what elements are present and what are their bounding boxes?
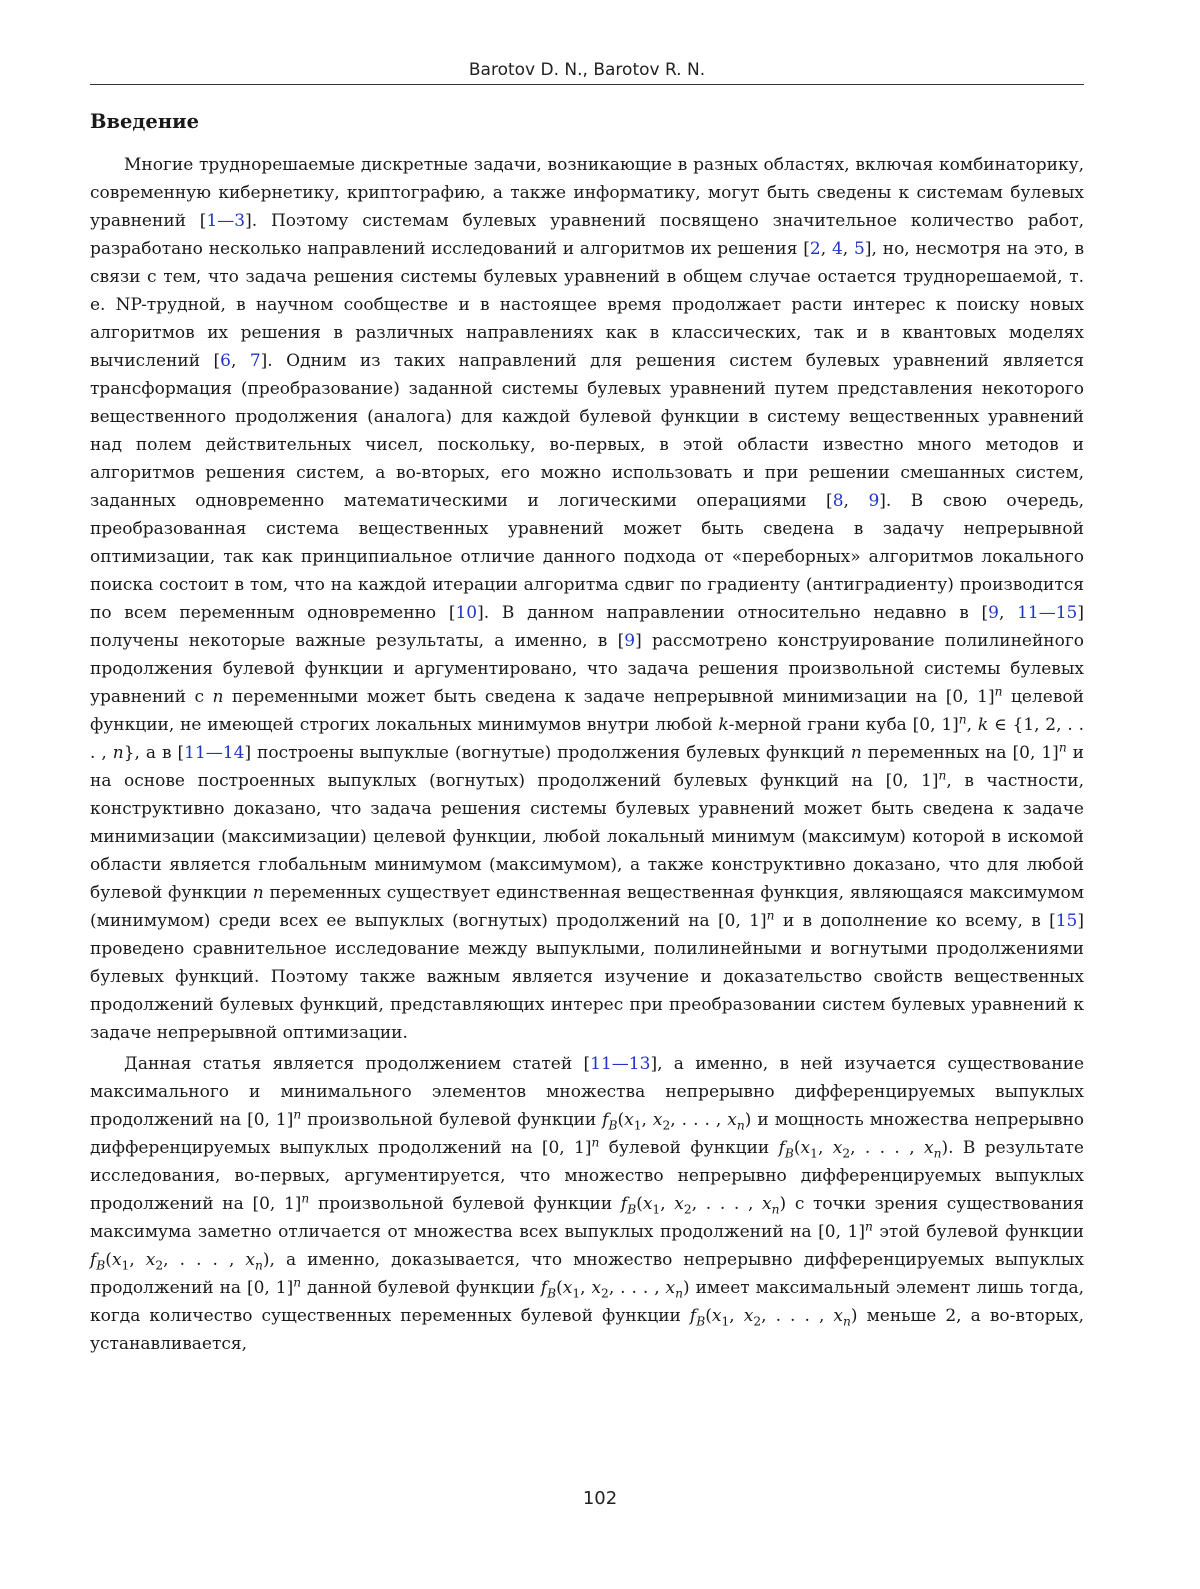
math-symbol: k [977,715,989,735]
math-symbol: x [833,1306,843,1326]
text-run: 1 [121,1258,130,1273]
math-symbol: x [665,1278,676,1298]
text-run: ). В результате исследования, во-первых, аргументируется, что множество непрерывно дифференцируемых выпуклых продолжений на [0, 1] [90,1138,1084,1214]
text-run: ] построены выпуклые (вогнутые) продолжения булевых функций [244,743,851,763]
math-symbol: f [540,1278,548,1298]
text-run: целевой функции, не имеющей строгих локальных минимумов внутри любой [90,687,1084,735]
text-run: , . . . , [761,1306,834,1326]
math-symbol: x [111,1250,122,1270]
text-run: ∈ {1, 2, . . . , [90,715,1084,763]
text-run: этой булевой функции [872,1222,1085,1242]
text-run: , [580,1278,592,1298]
text-run: Данная статья является продолжением статей [ [124,1054,591,1074]
math-symbol: x [832,1138,843,1158]
math-symbol: n [933,1146,942,1161]
citation-link[interactable]: 11—15 [1017,603,1078,623]
math-symbol: n [255,1258,263,1273]
math-symbol: n [864,1219,873,1234]
text-run: ], но, несмотря на это, в связи с тем, что задача решения системы булевых уравнений в общем случае остается труднорешаемой, т. е. NP-трудной, в научном сообществе и в настоящее время продолжает расти интерес к поиску новых алгоритмов их решения в различных направлениях как в классических, так и в квантовых моделях вычислений [ [90,239,1085,371]
math-symbol: n [1058,740,1067,755]
math-symbol: B [96,1258,106,1273]
math-symbol: f [689,1306,697,1326]
text-run: переменными может быть сведена к задаче непрерывной минимизации на [0, 1] [223,687,995,707]
math-symbol: n [591,1135,600,1150]
running-header-authors: Barotov D. N., Barotov R. N. [468,60,706,80]
math-symbol: n [212,687,224,707]
text-run: , [729,1306,744,1326]
text-run: 2 [842,1146,851,1161]
text-run: ( [556,1278,563,1298]
header-rule [90,84,1084,85]
math-symbol: x [762,1194,772,1214]
text-run: переменных существует единственная вещественная функция, являющаяся максимумом (минимумом) среди всех ее выпуклых (вогнутых) продолжений на [0, 1] [90,883,1084,931]
math-symbol: B [627,1202,637,1217]
math-symbol: n [301,1191,310,1206]
citation-link[interactable]: 1—3 [206,211,246,231]
math-symbol: n [112,743,124,763]
text-run: }, а в [ [123,743,185,763]
text-run: , [843,491,869,511]
math-symbol: x [800,1138,811,1158]
text-run: 2 [601,1286,609,1301]
text-run: , [966,715,978,735]
math-symbol: k [718,715,729,735]
math-symbol: n [293,1275,302,1290]
citation-link[interactable]: 15 [1055,911,1078,931]
text-run: , . . . , [670,1110,728,1130]
text-run: ], а именно, в ней изучается существование максимального и минимального элементов множества непрерывно дифференцируемых выпуклых продолжений на [0, 1] [90,1054,1084,1130]
math-symbol: n [293,1107,302,1122]
math-symbol: n [771,1202,780,1217]
math-symbol: B [696,1314,706,1329]
text-run: 1 [652,1202,661,1217]
math-symbol: B [608,1118,618,1133]
math-symbol: n [938,768,947,783]
text-run: , . . . , [608,1278,666,1298]
section-title: Введение [90,110,199,133]
math-symbol: x [743,1306,754,1326]
math-symbol: n [766,908,775,923]
citation-link[interactable]: 11—13 [590,1054,651,1074]
text-run: ]. Одним из таких направлений для решения систем булевых уравнений является трансформация (преобразование) заданной системы булевых уравнений путем представления некоторого вещественного продолжения (аналога) для каждой булевой функции в систему вещественных уравнений над полем действительных чисел, поскольку, во-первых, в этой области известно много методов и алгоритмов решения систем, а во-вторых, его можно использовать и при решении смешанных систем, заданных одновременно математическими и логическими операциями [ [90,351,1084,511]
text-run: 2 [683,1202,692,1217]
citation-link[interactable]: 4 [831,239,843,259]
text-run: 2 [753,1314,762,1329]
text-run: ]. В данном направлении относительно недавно в [ [477,603,989,623]
text-run: ] рассмотрено конструирование полилинейного продолжения булевой функции и аргументировано, что задача решения произвольной системы булевых уравнений с [90,631,1085,707]
math-symbol: x [674,1194,684,1214]
citation-link[interactable]: 9 [988,603,999,623]
math-symbol: x [727,1110,737,1130]
text-run: ( [105,1250,112,1270]
math-symbol: x [711,1306,722,1326]
text-run: ) меньше 2, а во-вторых, устанавливается, [90,1306,1084,1354]
math-symbol: n [994,684,1003,699]
text-run: Многие труднорешаемые дискретные задачи, возникающие в разных областях, включая комбинаторику, современную кибернетику, криптографию, а также информатику, могут быть сведены к системам булевых уравнений [ [90,155,1084,231]
text-run: , [230,351,250,371]
text-run: ]. Поэтому системам булевых уравнений посвящено значительное количество работ, разработано несколько направлений исследований и алгоритмов их решения [ [90,211,1084,259]
math-symbol: n [850,743,862,763]
math-symbol: x [923,1138,934,1158]
math-symbol: x [591,1278,602,1298]
math-symbol: x [562,1278,573,1298]
citation-link[interactable]: 10 [455,603,478,623]
math-symbol: x [652,1110,663,1130]
math-symbol: f [620,1194,628,1214]
text-run: ( [636,1194,643,1214]
text-run: -мерной грани куба [0, 1] [728,715,959,735]
text-run: , в частности, конструктивно доказано, что задача решения системы булевых уравнений может быть сведена к задаче минимизации (максимизации) целевой функции, любой локальный минимум (максимум) которой в искомой области является глобальным минимумом (максимумом), а также конструктивно доказано, что для любой булевой функции [90,771,1085,903]
math-symbol: f [602,1110,609,1130]
citation-link[interactable]: 8 [832,491,844,511]
text-run: ]. В свою очередь, преобразованная система вещественных уравнений может быть сведена в задачу непрерывной оптимизации, так как принципиальное отличие данного подхода от «переборных» алгоритмов локального поиска состоит в том, что на каждой итерации алгоритма сдвиг по градиенту (антиградиенту) производится по всем переменным одновременно [ [90,491,1084,623]
text-run: 1 [721,1314,730,1329]
math-symbol: B [547,1286,557,1301]
citation-link[interactable]: 11—14 [184,743,245,763]
text-run: ( [793,1138,801,1158]
text-run: , [842,239,855,259]
text-run: ) имеет максимальный элемент лишь тогда, когда количество существенных переменных булевой функции [90,1278,1084,1326]
text-run: булевой функции [599,1138,779,1158]
text-run: 1 [633,1118,642,1133]
citation-link[interactable]: 9 [868,491,880,511]
text-run: произвольной булевой функции [309,1194,621,1214]
text-run: , . . . , [163,1250,246,1270]
citation-link[interactable]: 6 [220,351,231,371]
text-run: 1 [810,1146,818,1161]
math-symbol: B [784,1146,794,1161]
text-run: , [817,1138,833,1158]
text-run: 2 [155,1258,164,1273]
text-run: , [641,1110,653,1130]
math-symbol: x [624,1110,634,1130]
citation-link[interactable]: 9 [624,631,636,651]
math-symbol: n [252,883,264,903]
text-run: и на основе построенных выпуклых (вогнутых) продолжений булевых функций на [0, 1] [90,743,1085,791]
text-run: , . . . , [850,1138,924,1158]
math-symbol: n [843,1314,851,1329]
text-run: произвольной булевой функции [301,1110,603,1130]
math-symbol: n [736,1118,745,1133]
text-run: ] проведено сравнительное исследование между выпуклыми, полилинейными и вогнутыми продолжениями булевых функций. Поэтому также важным является изучение и доказательство свойств вещественных продолжений булевых функций, представляющих интерес при преобразовании систем булевых уравнений к задаче непрерывной оптимизации. [90,911,1084,1043]
body-text [90,151,1084,1358]
text-run: ] получены некоторые важные результаты, а именно, в [ [90,603,1085,651]
math-symbol: n [958,712,967,727]
math-symbol: n [675,1286,684,1301]
text-run: ( [705,1306,712,1326]
body-paragraph [90,1050,1084,1358]
text-run: , [998,603,1018,623]
text-run: 2 [662,1118,671,1133]
text-run: , [129,1250,146,1270]
text-run: данной булевой функции [301,1278,541,1298]
citation-link[interactable]: 7 [249,351,261,371]
page-number: 102 [582,1488,618,1509]
text-run: ) с точки зрения существования максимума заметно отличается от множества всех выпуклых продолжений на [0, 1] [90,1194,1085,1242]
math-symbol: x [145,1250,156,1270]
math-symbol: f [778,1138,785,1158]
math-symbol: x [245,1250,256,1270]
text-run: ( [617,1110,625,1130]
text-run: , [820,239,832,259]
text-run: ) и мощность множества непрерывно дифференцируемых выпуклых продолжений на [0, 1] [90,1110,1085,1158]
text-run: ), а именно, доказывается, что множество непрерывно дифференцируемых выпуклых продолжений на [0, 1] [90,1250,1085,1298]
text-run: переменных на [0, 1] [861,743,1059,763]
citation-link[interactable]: 5 [854,239,865,259]
text-run: и в дополнение ко всему, в [ [774,911,1056,931]
text-run: 1 [572,1286,581,1301]
text-run: , [660,1194,675,1214]
text-run: , . . . , [691,1194,763,1214]
math-symbol: f [90,1250,97,1270]
body-paragraph [90,151,1084,1047]
math-symbol: x [642,1194,653,1214]
citation-link[interactable]: 2 [809,239,821,259]
